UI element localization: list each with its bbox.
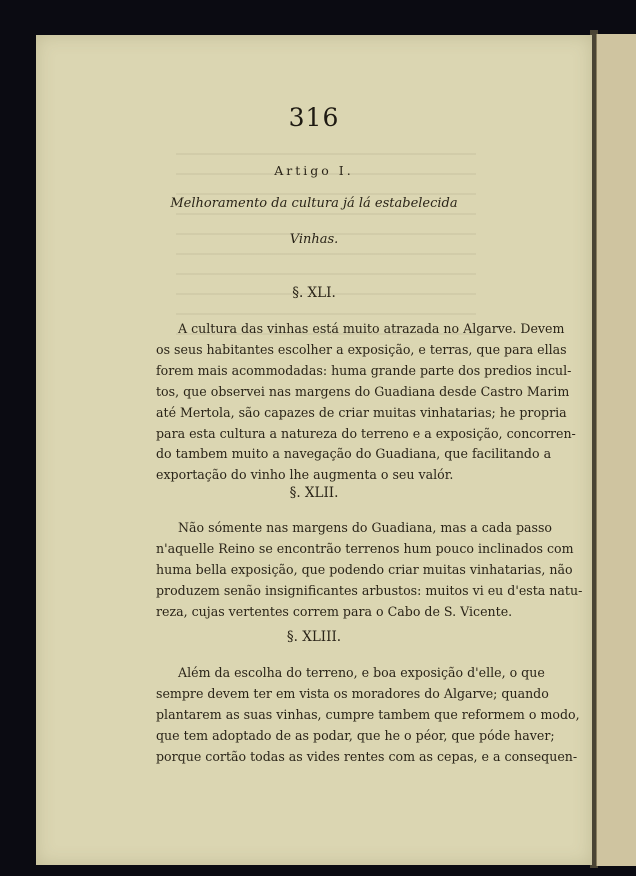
section-mark-xliii: §. XLIII. (286, 629, 342, 645)
text-line: forem mais acommodadas: huma grande parte dos predios incul- (156, 362, 572, 378)
section-mark-xli: §. XLI. (292, 285, 336, 301)
text-line: até Mertola, são capazes de criar muitas vinhatarias; he propria (156, 404, 567, 420)
facing-page-edge (596, 34, 636, 866)
text-line: huma bella exposição, que podendo criar muitas vinhatarias, não (156, 561, 573, 577)
article-subheading: Melhoramento da cultura já lá estabelecida (170, 196, 458, 211)
paragraph-xlii (156, 518, 583, 623)
section-mark-xlii: §. XLII. (289, 485, 339, 501)
topic-heading: Vinhas. (289, 232, 339, 247)
text-line: do tambem muito a navegação do Guadiana, que facilitando a (156, 446, 552, 462)
text-line: n'aquelle Reino se encontrão terrenos hum pouco inclinados com (156, 540, 574, 556)
text-line: A cultura das vinhas está muito atrazada no Algarve. Devem (178, 321, 565, 336)
paragraph-xliii (156, 663, 580, 768)
text-line: que tem adoptado de as podar, que he o péor, que póde haver; (156, 727, 555, 743)
text-line: para esta cultura a natureza do terreno e a exposição, concorren- (156, 425, 576, 441)
book-page (36, 35, 592, 865)
text-line: plantarem as suas vinhas, cumpre tambem que reformem o modo, (156, 706, 580, 722)
text-line: produzem senão insignificantes arbustos: muitos vi eu d'esta natu- (156, 582, 583, 598)
text-line: Não sómente nas margens do Guadiana, mas a cada passo (178, 520, 553, 535)
page-content (36, 35, 592, 865)
text-line: os seus habitantes escolher a exposição, e terras, que para ellas (156, 341, 567, 357)
paragraph-xli (156, 319, 576, 486)
text-line: porque cortão todas as vides rentes com as cepas, e a consequen- (156, 748, 578, 764)
text-line: Além da escolha do terreno, e boa exposição d'elle, o que (178, 665, 545, 680)
article-heading: Artigo I. (274, 163, 354, 178)
page-number: 316 (288, 103, 340, 132)
text-line: sempre devem ter em vista os moradores do Algarve; quando (156, 685, 549, 701)
text-line: tos, que observei nas margens do Guadiana desde Castro Marim (156, 383, 570, 399)
text-line: exportação do vinho lhe augmenta o seu valór. (156, 467, 454, 483)
text-line: reza, cujas vertentes correm para o Cabo de S. Vicente. (156, 603, 513, 619)
